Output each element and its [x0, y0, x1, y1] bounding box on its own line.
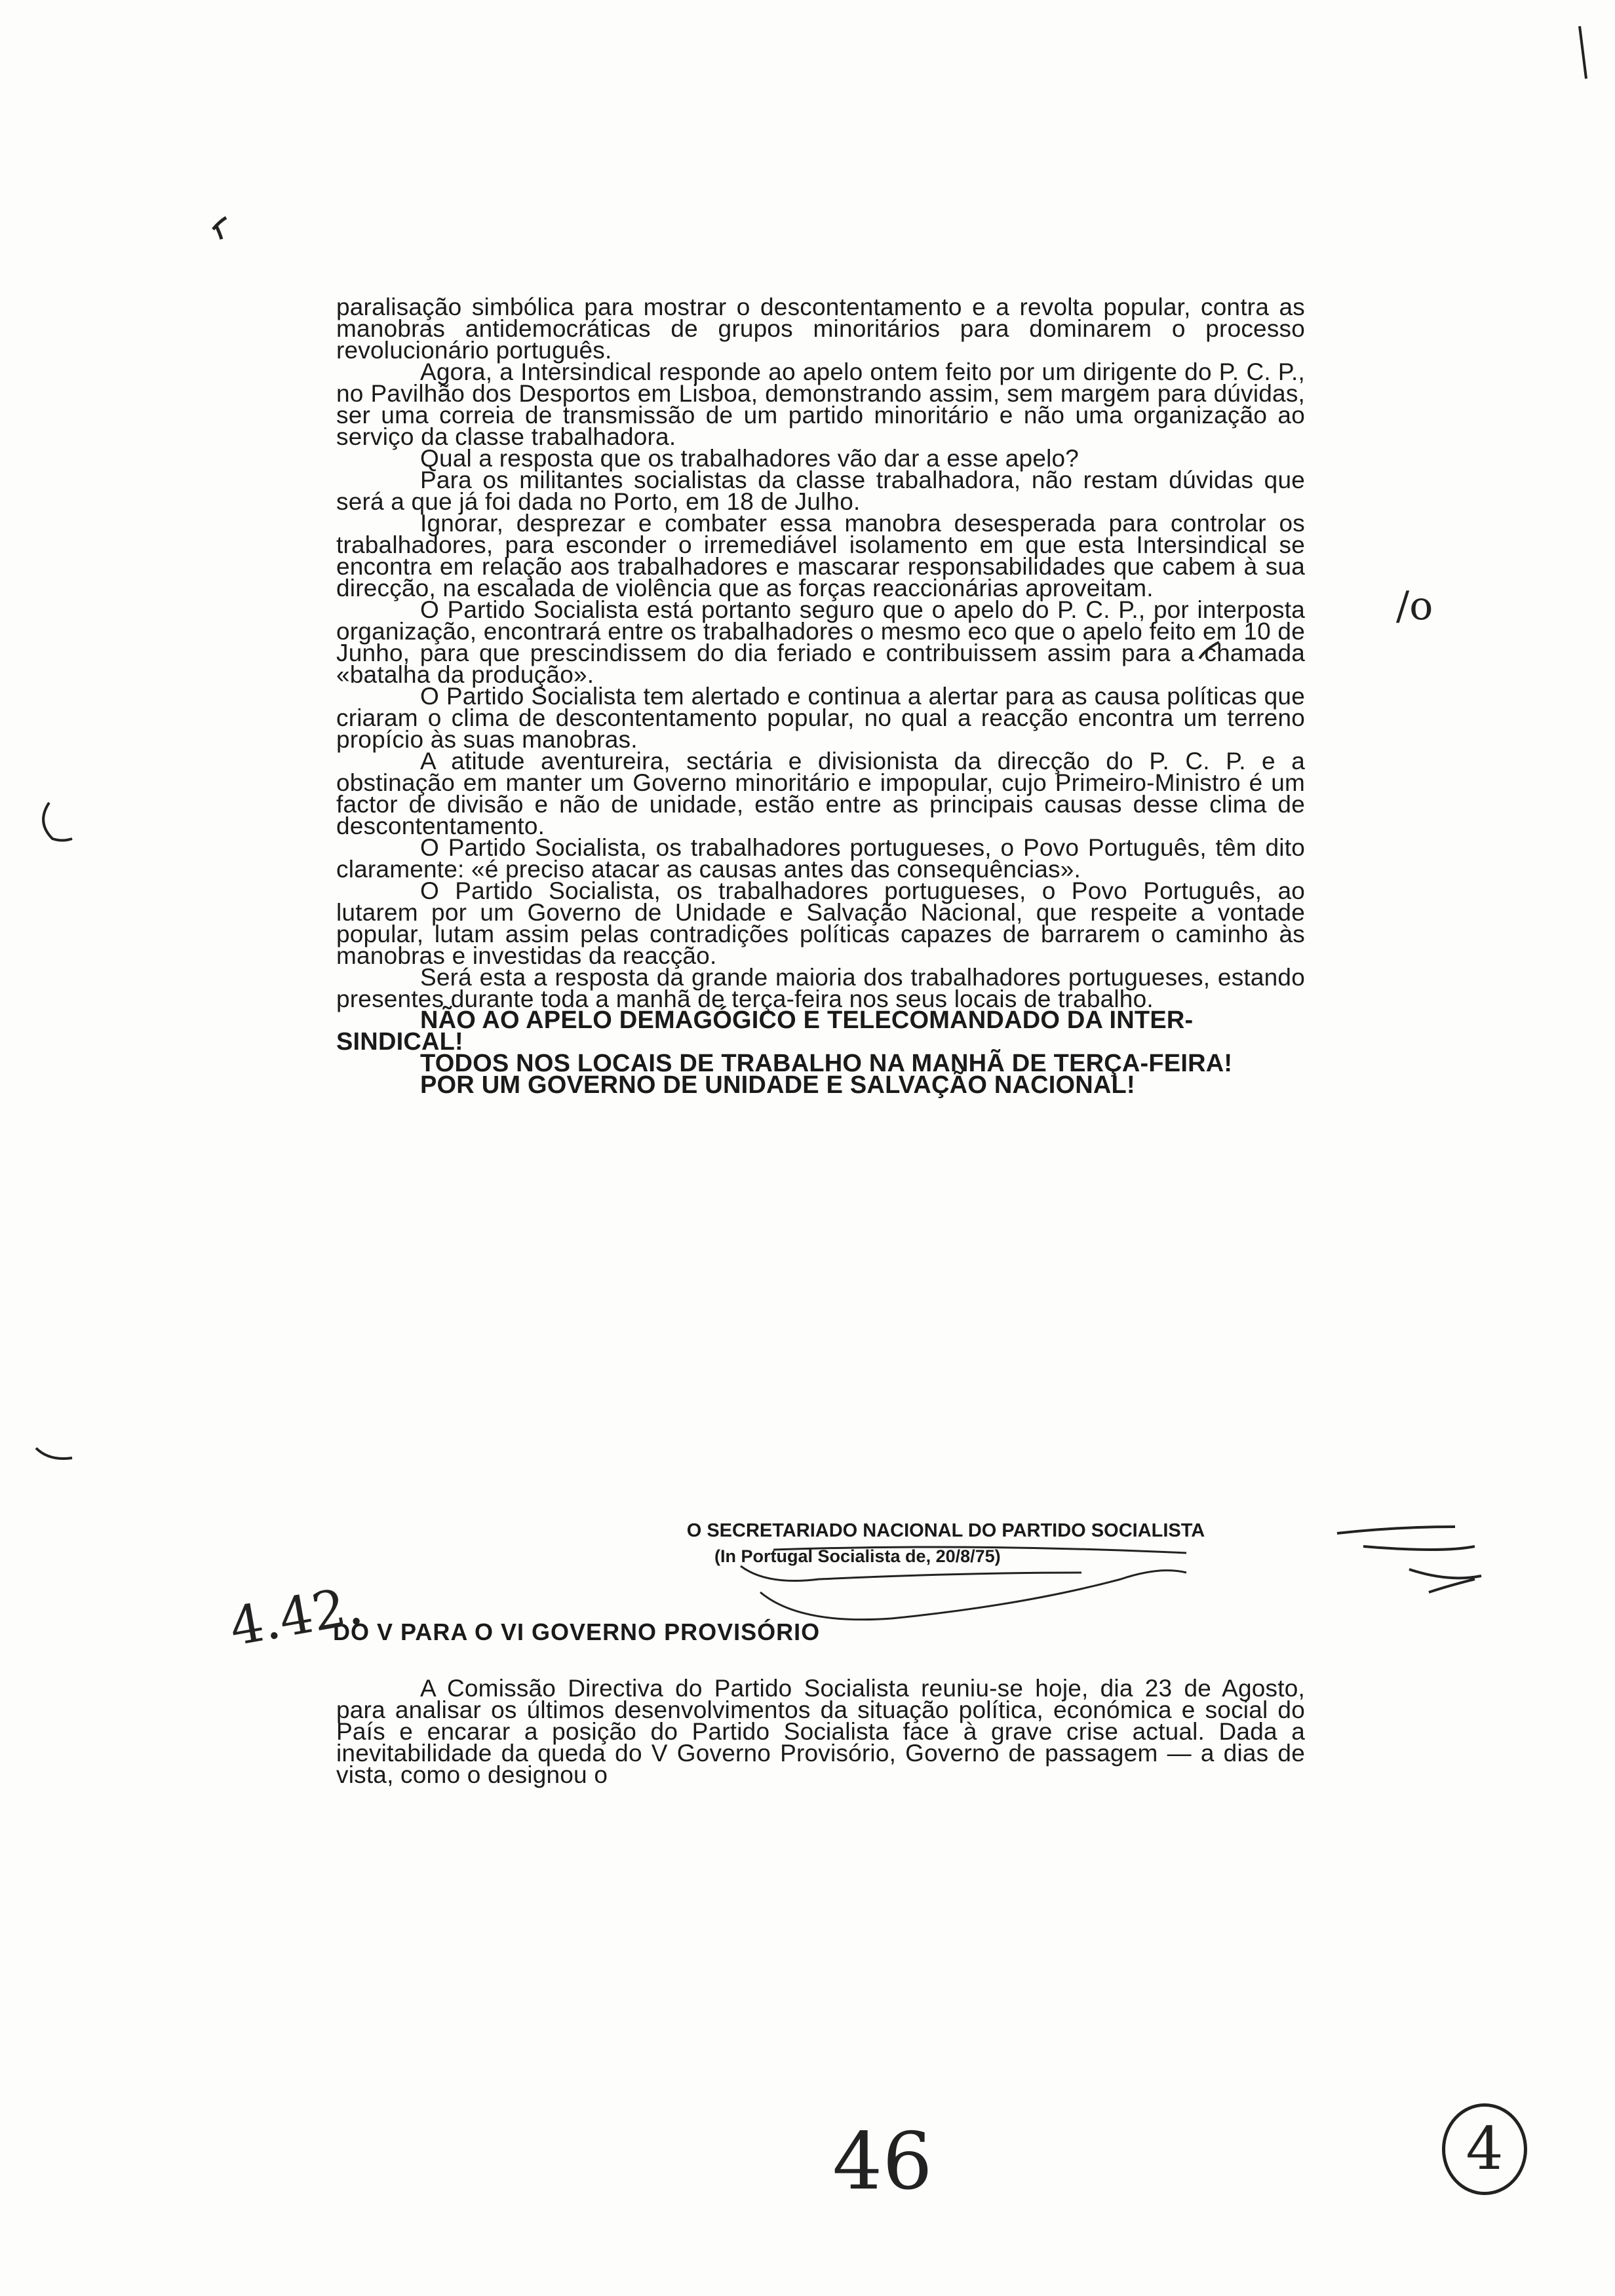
section-paragraph: A Comissão Directiva do Partido Socialista reuniu-se hoje, dia 23 de Agosto, para analisar os últimos desenvolvimentos da situação política, económica e social do País e encarar a posição do Partido Socialista face à grave crise actual. Dada a inevitabilidade da queda do V Governo Provisório, Governo de passagem — a dias de vista, como o designou o	[336, 1675, 1305, 1788]
paragraph-11: Será esta a resposta da grande maioria dos trabalhadores portugueses, estando presentes durante toda a manhã de terça-feira nos seus locais de trabalho.	[336, 964, 1305, 1012]
paragraph-5: Ignorar, desprezar e combater essa manobra desesperada para controlar os trabalhadores, para esconder o irremediável isolamento em que esta Intersindical se encontra em relação aos trabalhadores e mascarar responsabilidades que cabem à sua direcção, na escalada de violência que as forças reaccionárias aproveitam.	[336, 510, 1305, 602]
paragraph-4: Para os militantes socialistas da classe trabalhadora, não restam dúvidas que será a que já foi dada no Porto, em 18 de Julho.	[336, 467, 1305, 515]
slogan-3: POR UM GOVERNO DE UNIDADE E SALVAÇÃO NACIONAL!	[420, 1071, 1135, 1099]
paragraph-1: paralisação simbólica para mostrar o descontentamento e a revolta popular, contra as manobras antidemocráticas de grupos minoritários para dominarem o processo revolucionário português.	[336, 294, 1305, 364]
slogan-2: TODOS NOS LOCAIS DE TRABALHO NA MANHÃ DE TERÇA-FEIRA!	[420, 1050, 1233, 1077]
paragraph-9: O Partido Socialista, os trabalhadores portugueses, o Povo Português, têm dito claramente: «é preciso atacar as causas antes das consequências».	[336, 834, 1305, 883]
section-heading: DO V PARA O VI GOVERNO PROVISÓRIO	[333, 1618, 821, 1645]
paragraph-10: O Partido Socialista, os trabalhadores portugueses, o Povo Português, ao lutarem por um Governo de Unidade e Salvação Nacional, que respeite a vontade popular, lutam assim pelas contradições políticas capazes de barrarem o caminho às manobras e investidas da reacção.	[336, 877, 1305, 969]
article-body	[336, 294, 1305, 1099]
paragraph-7: O Partido Socialista tem alertado e continua a alertar para as causa políticas que criaram o clima de descontentamento popular, no qual a reacção encontra um terreno propício às suas manobras.	[336, 683, 1305, 753]
handwritten-reference: 4.42.	[225, 1575, 368, 1658]
source-citation: (In Portugal Socialista de, 20/8/75)	[714, 1546, 1001, 1566]
circled-number: 4	[1442, 2103, 1527, 2195]
corner-tick-mark	[213, 218, 226, 239]
top-edge-stroke	[1580, 26, 1586, 79]
margin-bracket-mark	[43, 803, 72, 841]
slogan-1-continued: SINDICAL!	[336, 1028, 463, 1056]
handwritten-page-number: 46	[832, 2116, 933, 2208]
section-body	[336, 1677, 1305, 1786]
source-underline-scribble	[760, 1571, 1186, 1620]
paragraph-6: O Partido Socialista está portanto seguro que o apelo do P. C. P., por interposta organização, encontrará entre os trabalhadores o mesmo eco que o apelo feito em 10 de Junho, para que prescindissem do dia feriado e contribuissem assim para a chamada «batalha da produção».	[336, 596, 1305, 688]
signature-line: O SECRETARIADO NACIONAL DO PARTIDO SOCIALISTA	[686, 1520, 1205, 1541]
right-margin-scribble	[1337, 1527, 1481, 1592]
source-loop-line	[741, 1566, 1081, 1581]
paragraph-2: Agora, a Intersindical responde ao apelo ontem feito por um dirigente do P. C. P., no Pavilhão dos Desportos em Lisboa, demonstrando assim, sem margem para dúvidas, ser uma correia de transmissão de um partido minoritário e não uma organização ao serviço da classe trabalhadora.	[336, 358, 1305, 450]
handwritten-margin-mark: /o	[1396, 583, 1433, 629]
paragraph-8: A atitude aventureira, sectária e divisionista da direcção do P. C. P. e a obstinação em manter um Governo minoritário e impopular, cujo Primeiro-Ministro é um factor de divisão e não de unidade, estão entre as principais causas desse clima de descontentamento.	[336, 748, 1305, 839]
margin-curve-mark	[36, 1448, 72, 1459]
paragraph-3: Qual a resposta que os trabalhadores vão dar a esse apelo?	[420, 445, 1080, 472]
slogan-1: NÃO AO APELO DEMAGÓGICO E TELECOMANDADO DA INTER-	[420, 1006, 1194, 1034]
